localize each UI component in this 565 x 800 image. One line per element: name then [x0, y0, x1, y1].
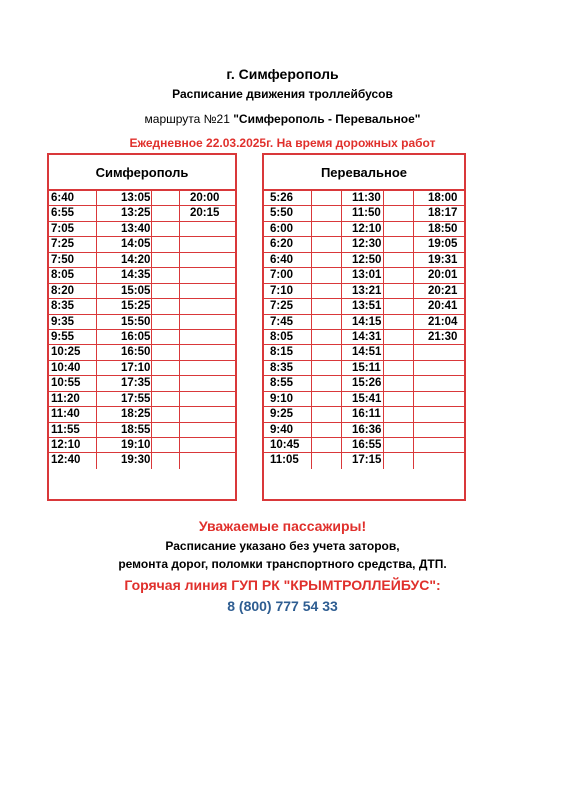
time-cell: [384, 361, 414, 375]
time-cell: [152, 345, 180, 359]
time-cell: 6:40: [49, 191, 97, 205]
table-row: [49, 206, 235, 221]
time-cell: 20:15: [190, 207, 220, 220]
time-cell: 12:10: [49, 438, 97, 452]
route-name: "Симферополь - Перевальное": [233, 112, 421, 126]
time-cell: [312, 453, 342, 468]
time-cell: 14:15: [342, 315, 384, 329]
time-cell: [152, 284, 180, 298]
time-cell: [414, 392, 464, 406]
time-cell: 18:17: [428, 207, 458, 220]
time-cell: 12:40: [49, 453, 97, 468]
time-cell: 11:50: [342, 206, 384, 220]
time-cell: [152, 361, 180, 375]
time-cell: 17:35: [97, 376, 152, 390]
table-row: [264, 315, 464, 330]
table-row: [49, 222, 235, 237]
time-cell: [312, 237, 342, 251]
table-row: [49, 345, 235, 360]
schedule-notice: Ежедневное 22.03.2025г. На время дорожных работ: [129, 136, 436, 150]
time-cell: [384, 392, 414, 406]
time-cell: 12:10: [342, 222, 384, 236]
time-cell: [180, 253, 235, 267]
timetable-perevalnoe-title: Перевальное: [264, 155, 464, 191]
time-cell: [152, 330, 180, 344]
time-cell: [384, 438, 414, 452]
time-cell: 6:20: [264, 237, 312, 251]
time-cell: 6:00: [264, 222, 312, 236]
time-cell: [384, 268, 414, 282]
time-cell: [180, 268, 235, 282]
table-row: [264, 423, 464, 438]
time-cell: 19:05: [428, 238, 458, 251]
time-cell: 9:25: [264, 407, 312, 421]
time-cell: [180, 299, 235, 313]
time-cell: [180, 330, 235, 344]
time-cell: [414, 345, 464, 359]
time-cell: [180, 237, 235, 251]
time-cell: [180, 438, 235, 452]
time-cell: [312, 191, 342, 205]
route-line: [0, 112, 565, 126]
time-cell: 17:15: [342, 453, 384, 468]
time-cell: 10:40: [49, 361, 97, 375]
time-cell: [152, 315, 180, 329]
time-cell: [180, 315, 235, 329]
timetable-simferopol-title: Симферополь: [49, 155, 235, 191]
time-cell: 10:25: [49, 345, 97, 359]
time-cell: 19:10: [97, 438, 152, 452]
timetable-perevalnoe-rows: [264, 191, 464, 469]
time-cell: [312, 299, 342, 313]
time-cell: [384, 330, 414, 344]
route-prefix: маршрута №21: [144, 112, 230, 126]
time-cell: 13:25: [97, 206, 152, 220]
time-cell: [384, 222, 414, 236]
time-cell: 5:26: [264, 191, 312, 205]
table-row: [49, 407, 235, 422]
time-cell: [152, 392, 180, 406]
time-cell: 13:51: [342, 299, 384, 313]
time-cell: [312, 330, 342, 344]
time-cell: 8:05: [264, 330, 312, 344]
time-cell: 11:55: [49, 423, 97, 437]
time-cell: [312, 268, 342, 282]
time-cell: [312, 438, 342, 452]
table-row: [264, 237, 464, 252]
time-cell: 7:00: [264, 268, 312, 282]
table-row: [49, 315, 235, 330]
time-cell: [414, 453, 464, 468]
table-row: [264, 268, 464, 283]
time-cell: 15:41: [342, 392, 384, 406]
table-row: [264, 222, 464, 237]
time-cell: [312, 392, 342, 406]
disclaimer-line-1: Расписание указано без учета заторов,: [165, 539, 400, 553]
timetable-perevalnoe: [262, 153, 466, 501]
table-row: [49, 253, 235, 268]
time-cell: 16:50: [97, 345, 152, 359]
table-row: [264, 299, 464, 314]
time-cell: 12:30: [342, 237, 384, 251]
time-cell: 13:05: [97, 191, 152, 205]
time-cell: 16:55: [342, 438, 384, 452]
time-cell: [312, 423, 342, 437]
time-cell: [180, 392, 235, 406]
time-cell: 7:25: [49, 237, 97, 251]
time-cell: 18:25: [97, 407, 152, 421]
time-cell: [152, 423, 180, 437]
table-row: [49, 438, 235, 453]
time-cell: [152, 438, 180, 452]
time-cell: 11:20: [49, 392, 97, 406]
table-row: [49, 284, 235, 299]
time-cell: 13:40: [97, 222, 152, 236]
time-cell: [180, 376, 235, 390]
time-cell: 20:00: [190, 192, 220, 204]
time-cell: [312, 284, 342, 298]
time-cell: [180, 222, 235, 236]
time-cell: [152, 299, 180, 313]
time-cell: 15:05: [97, 284, 152, 298]
table-row: [264, 191, 464, 206]
time-cell: [414, 361, 464, 375]
time-cell: [180, 361, 235, 375]
greeting: Уважаемые пассажиры!: [198, 518, 367, 534]
time-cell: [152, 237, 180, 251]
time-cell: 15:25: [97, 299, 152, 313]
time-cell: 8:20: [49, 284, 97, 298]
time-cell: [384, 345, 414, 359]
time-cell: 9:10: [264, 392, 312, 406]
time-cell: [180, 284, 235, 298]
time-cell: [312, 407, 342, 421]
time-cell: 7:10: [264, 284, 312, 298]
time-cell: 10:45: [264, 438, 312, 452]
time-cell: [384, 453, 414, 468]
time-cell: 8:15: [264, 345, 312, 359]
table-row: [49, 453, 235, 468]
time-cell: 8:35: [49, 299, 97, 313]
time-cell: 18:55: [97, 423, 152, 437]
time-cell: [152, 453, 180, 468]
time-cell: 20:41: [428, 300, 458, 313]
time-cell: 9:35: [49, 315, 97, 329]
timetable-simferopol-rows: [49, 191, 235, 469]
table-row: [264, 330, 464, 345]
time-cell: [180, 423, 235, 437]
table-row: [49, 376, 235, 391]
table-row: [49, 237, 235, 252]
time-cell: [312, 315, 342, 329]
table-row: [49, 299, 235, 314]
time-cell: 21:04: [428, 315, 458, 328]
time-cell: 14:35: [97, 268, 152, 282]
time-cell: 14:20: [97, 253, 152, 267]
time-cell: [180, 407, 235, 421]
time-cell: [312, 253, 342, 267]
time-cell: [152, 253, 180, 267]
time-cell: 13:01: [342, 268, 384, 282]
time-cell: 12:50: [342, 253, 384, 267]
time-cell: 7:50: [49, 253, 97, 267]
time-cell: 21:30: [428, 330, 458, 343]
time-cell: [384, 253, 414, 267]
time-cell: [312, 376, 342, 390]
time-cell: [180, 345, 235, 359]
time-cell: [384, 407, 414, 421]
time-cell: [384, 315, 414, 329]
time-cell: 9:55: [49, 330, 97, 344]
hotline-label: Горячая линия ГУП РК "КРЫМТРОЛЛЕЙБУС":: [124, 577, 441, 593]
time-cell: 10:55: [49, 376, 97, 390]
table-row: [264, 376, 464, 391]
time-cell: [152, 268, 180, 282]
time-cell: 16:11: [342, 407, 384, 421]
time-cell: 6:40: [264, 253, 312, 267]
time-cell: 19:31: [428, 253, 458, 266]
time-cell: 6:55: [49, 206, 97, 220]
table-row: [49, 361, 235, 376]
time-cell: [414, 376, 464, 390]
time-cell: [152, 222, 180, 236]
table-row: [264, 453, 464, 468]
time-cell: 8:55: [264, 376, 312, 390]
hotline-phone: 8 (800) 777 54 33: [227, 598, 338, 614]
table-row: [264, 345, 464, 360]
time-cell: 14:51: [342, 345, 384, 359]
time-cell: [180, 453, 235, 468]
time-cell: 11:30: [342, 191, 384, 205]
time-cell: [384, 206, 414, 220]
table-row: [264, 438, 464, 453]
table-row: [264, 253, 464, 268]
time-cell: [384, 423, 414, 437]
time-cell: 14:31: [342, 330, 384, 344]
table-row: [49, 191, 235, 206]
time-cell: 20:21: [428, 284, 458, 297]
time-cell: [384, 284, 414, 298]
table-row: [264, 392, 464, 407]
time-cell: [312, 206, 342, 220]
time-cell: [384, 237, 414, 251]
time-cell: [414, 438, 464, 452]
time-cell: 20:01: [428, 269, 458, 282]
time-cell: [312, 222, 342, 236]
city-title: г. Симферополь: [226, 66, 339, 82]
time-cell: [414, 407, 464, 421]
time-cell: [384, 191, 414, 205]
time-cell: 16:05: [97, 330, 152, 344]
time-cell: 15:50: [97, 315, 152, 329]
time-cell: 17:55: [97, 392, 152, 406]
time-cell: 11:40: [49, 407, 97, 421]
time-cell: 15:11: [342, 361, 384, 375]
table-row: [49, 392, 235, 407]
time-cell: 11:05: [264, 453, 312, 468]
time-cell: 18:00: [428, 192, 458, 204]
table-row: [264, 284, 464, 299]
disclaimer-line-2: ремонта дорог, поломки транспортного средства, ДТП.: [118, 557, 447, 571]
table-row: [49, 268, 235, 283]
time-cell: 14:05: [97, 237, 152, 251]
time-cell: 8:05: [49, 268, 97, 282]
time-cell: [152, 191, 180, 205]
time-cell: [152, 376, 180, 390]
time-cell: 13:21: [342, 284, 384, 298]
table-row: [49, 330, 235, 345]
time-cell: 7:45: [264, 315, 312, 329]
time-cell: [312, 345, 342, 359]
schedule-subtitle: Расписание движения троллейбусов: [172, 87, 393, 101]
table-row: [264, 361, 464, 376]
time-cell: [312, 361, 342, 375]
time-cell: 7:25: [264, 299, 312, 313]
time-cell: 17:10: [97, 361, 152, 375]
time-cell: 5:50: [264, 206, 312, 220]
time-cell: 9:40: [264, 423, 312, 437]
time-cell: 7:05: [49, 222, 97, 236]
timetable-simferopol: [47, 153, 237, 501]
table-row: [264, 206, 464, 221]
time-cell: 18:50: [428, 222, 458, 235]
time-cell: 16:36: [342, 423, 384, 437]
time-cell: [384, 299, 414, 313]
time-cell: 8:35: [264, 361, 312, 375]
time-cell: [152, 206, 180, 220]
table-row: [264, 407, 464, 422]
time-cell: 19:30: [97, 453, 152, 468]
time-cell: [414, 423, 464, 437]
time-cell: [384, 376, 414, 390]
time-cell: [152, 407, 180, 421]
time-cell: 15:26: [342, 376, 384, 390]
table-row: [49, 423, 235, 438]
